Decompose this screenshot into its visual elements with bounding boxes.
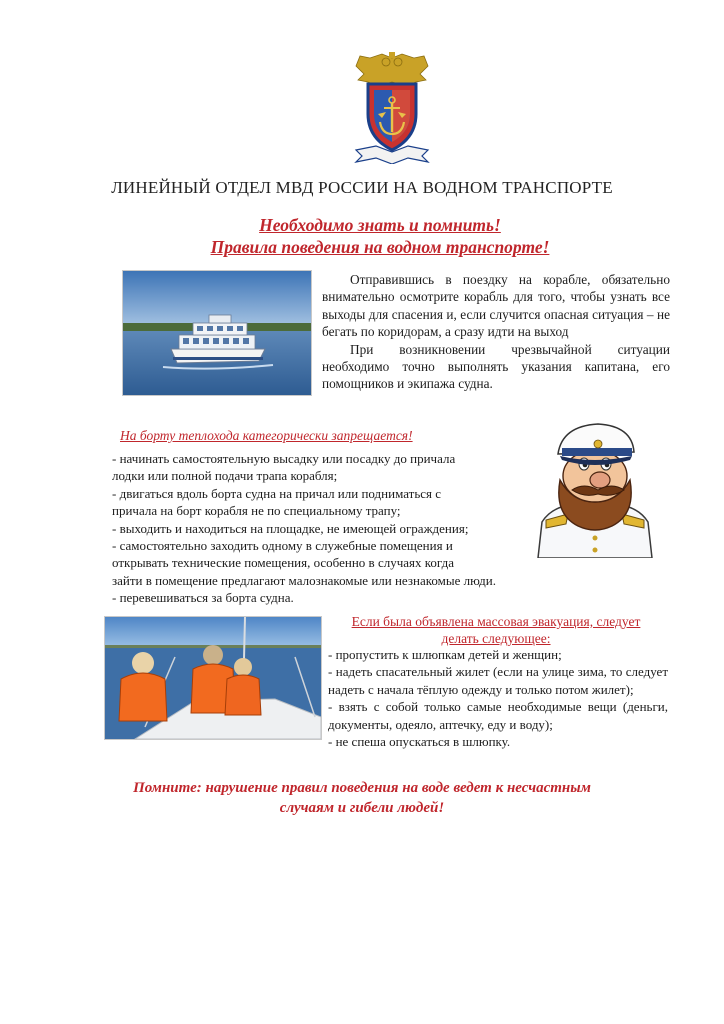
river-ship-photo xyxy=(122,270,312,396)
children-life-vests-photo xyxy=(104,616,322,740)
list-item: - пропустить к шлюпкам детей и женщин; xyxy=(328,647,562,662)
intro-paragraph-2: При возникновении чрезвычайной ситуации необходимо точно выполнять указания капитана, его помощников и экипажа судна. xyxy=(322,341,670,392)
evacuation-heading-line-2: делать следующее: xyxy=(441,631,551,646)
list-item: - перевешиваться за борта судна. xyxy=(112,590,294,606)
list-item: - взять с собой только самые необходимые вещи (деньги, документы, одеяло, аптечку, еду и воду); xyxy=(328,699,668,732)
intro-text xyxy=(322,271,670,393)
footer-line-2: случаям и гибели людей! xyxy=(279,800,445,816)
headline-line-2: Правила поведения на водном транспорте! xyxy=(210,237,550,257)
footer-warning xyxy=(110,778,614,818)
prohibited-list xyxy=(112,450,538,607)
list-item: - самостоятельно заходить одному в служебные помещения и xyxy=(112,538,453,554)
list-item: зайти в помещение предлагают малознакомые или незнакомые люди. xyxy=(112,572,496,588)
list-item: - надеть спасательный жилет (если на улице зима, то следует надеть с начала тёплую одежду и только потом жилет); xyxy=(328,664,668,697)
list-item: - выходить и находиться на площадке, не имеющей ограждения; xyxy=(112,520,469,536)
evacuation-list xyxy=(328,646,668,750)
list-item: - двигаться вдоль борта судна на причал или подниматься с xyxy=(112,485,442,501)
mvd-emblem-icon xyxy=(352,52,432,164)
intro-paragraph-1: Отправившись в поездку на корабле, обязательно внимательно осмотрите корабль для того, чтобы узнать все выходы для спасения и, если случится опасная ситуация – не бегать по коридорам, а сразу идти на выход xyxy=(322,272,670,340)
list-item: - начинать самостоятельную высадку или посадку до причала xyxy=(112,451,456,466)
prohibited-heading: На борту теплохода категорически запрещается! xyxy=(120,428,413,443)
list-item: лодки или полной подачи трапа корабля; xyxy=(112,468,338,484)
agency-title: ЛИНЕЙНЫЙ ОТДЕЛ МВД РОССИИ НА ВОДНОМ ТРАНСПОРТЕ xyxy=(111,178,613,197)
evacuation-heading-line-1: Если была объявлена массовая эвакуация, следует xyxy=(351,614,641,629)
list-item: открывать технические помещения, особенно в случаях когда xyxy=(112,555,454,571)
list-item: причала на борт корабля не по специальному трапу; xyxy=(112,503,401,519)
captain-illustration xyxy=(532,418,658,558)
headline-line-1: Необходимо знать и помнить! xyxy=(259,215,501,235)
evacuation-heading xyxy=(328,613,664,647)
list-item: - не спеша опускаться в шлюпку. xyxy=(328,734,511,750)
footer-line-1: Помните: нарушение правил поведения на воде ведет к несчастным xyxy=(133,780,591,796)
